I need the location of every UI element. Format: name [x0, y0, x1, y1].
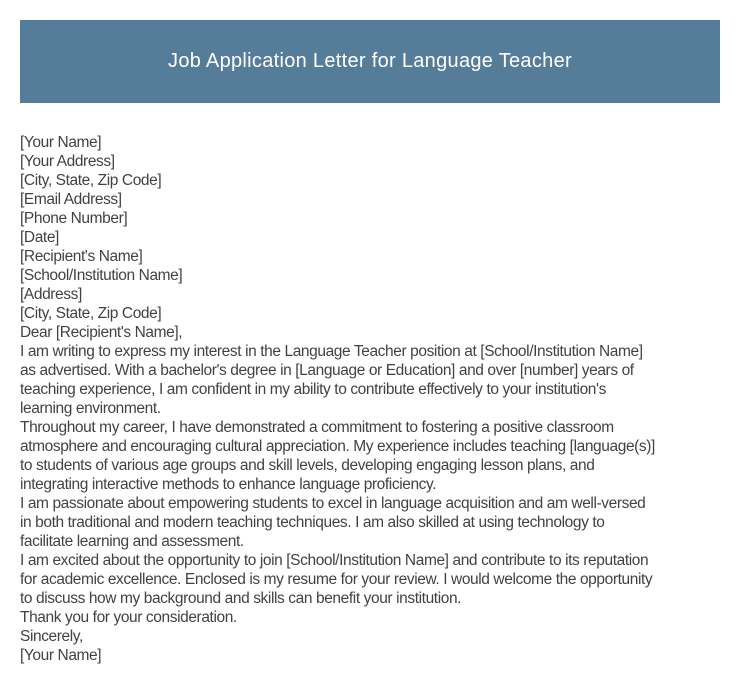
page-title: Job Application Letter for Language Teacher	[168, 50, 572, 72]
letter-line: Dear [Recipient's Name],	[20, 324, 183, 341]
letter-line: teaching experience, I am confident in my ability to contribute effectively to your institution's	[20, 381, 606, 398]
letter-line: I am excited about the opportunity to join [School/Institution Name] and contribute to its reputation	[20, 552, 649, 569]
letter-line: [Your Name]	[20, 134, 102, 151]
letter-line: for academic excellence. Enclosed is my resume for your review. I would welcome the opportunity	[20, 571, 653, 588]
letter-line: in both traditional and modern teaching techniques. I am also skilled at using technology to	[20, 514, 605, 531]
letter-line: [City, State, Zip Code]	[20, 172, 162, 189]
title-banner	[20, 20, 720, 103]
letter-line: as advertised. With a bachelor's degree in [Language or Education] and over [number] years of	[20, 362, 634, 379]
letter-line: facilitate learning and assessment.	[20, 533, 244, 550]
letter-line: learning environment.	[20, 400, 161, 417]
letter-line: integrating interactive methods to enhance language proficiency.	[20, 476, 437, 493]
letter-line: [Email Address]	[20, 191, 122, 208]
letter-line: [School/Institution Name]	[20, 267, 183, 284]
letter-line: [Phone Number]	[20, 210, 128, 227]
letter-line: [Your Name]	[20, 647, 102, 664]
letter-line: to students of various age groups and skill levels, developing engaging lesson plans, and	[20, 457, 595, 474]
letter-line: [Date]	[20, 229, 59, 246]
letter-line: Throughout my career, I have demonstrated a commitment to fostering a positive classroom	[20, 419, 614, 436]
letter-line: [Recipient's Name]	[20, 248, 143, 265]
letter-line: I am passionate about empowering students to excel in language acquisition and am well-versed	[20, 495, 646, 512]
letter-line: Sincerely,	[20, 628, 83, 645]
letter-line: [City, State, Zip Code]	[20, 305, 162, 322]
letter-line: Thank you for your consideration.	[20, 609, 237, 626]
letter-line: [Your Address]	[20, 153, 115, 170]
letter-line: [Address]	[20, 286, 82, 303]
letter-line: to discuss how my background and skills can benefit your institution.	[20, 590, 462, 607]
letter-body	[20, 133, 732, 665]
letter-line: I am writing to express my interest in the Language Teacher position at [School/Institution Name]	[20, 343, 643, 360]
letter-line: atmosphere and encouraging cultural appreciation. My experience includes teaching [language(s)]	[20, 438, 655, 455]
